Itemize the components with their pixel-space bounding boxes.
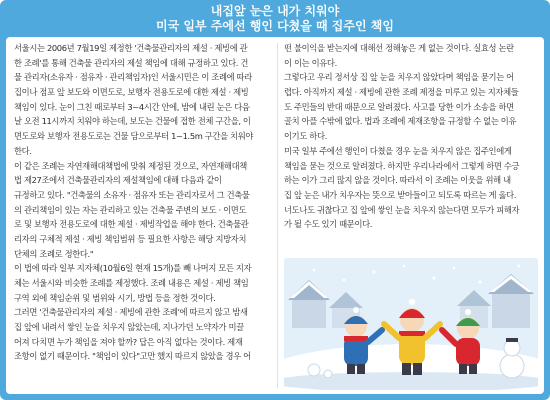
article-line: 이기도 하다. (284, 131, 327, 142)
article-line: 렵다. 아직까지 제설 · 제빙에 관한 조례 제정을 미루고 있는 지자체들 (284, 87, 519, 98)
article-line: 책임을 묻는 것으로 알려졌다. 하지만 우리나라에서 그렇게 하면 수긍 (284, 160, 520, 171)
article-line: 법 제27조에서 건축물관리자의 제설책임에 대해 다음과 같이 (14, 175, 222, 186)
title-line-1: 내집앞 눈은 내가 치워야 (210, 4, 340, 18)
article-line: 한다. (14, 145, 32, 156)
article-line: 면도로와 보행자 전용도로는 건물 담으로부터 1~1.5m 구간을 치워야 (14, 131, 254, 142)
right-column (284, 41, 538, 232)
article-line: 로 및 보행자 전용도로에 대한 제설 · 제빙작업을 해야 한다. 건축물관 (14, 219, 249, 230)
article-line: 의 관리책임이 있는 자는 관리하고 있는 건축물 주변의 보도 · 이면도 (14, 204, 247, 215)
article-line: 그렇다고 우리 정서상 집 앞 눈을 치우지 않았다며 책임을 묻기는 어 (284, 72, 514, 83)
article-line: 어져 다치면 누가 책임을 져야 할까? 답은 아직 없다는 것이다. 제재 (14, 336, 243, 347)
article-line: 체는 서울시와 비슷한 조례를 제정했다. 조례 내용은 제설 · 제빙 책임 (14, 278, 249, 288)
column-divider (277, 43, 278, 388)
article-header (0, 0, 550, 36)
article-line: 집이나 점포 앞 보도와 이면도로, 보행자 전용도로에 대한 제설 · 제빙 (14, 87, 249, 98)
article-line: 단체의 조례로 정한다." (14, 248, 94, 259)
article-line: 리자의 구체적 제설 · 제빙 책임범위 등 필요한 사항은 해당 지방자치 (14, 233, 247, 244)
article-line: 너도나도 귀찮다고 집 앞에 쌓인 눈을 치우지 않는다면 모두가 피해자 (284, 204, 520, 215)
article-line: 떤 불이익을 받는지에 대해선 정해놓은 게 없는 것이다. 실효성 논란 (284, 43, 514, 53)
article-line: 골치 아플 수밖에 없다. 법과 조례에 제재조항을 규정할 수 없는 이유 (284, 116, 517, 127)
article-line: 가 될 수도 있기 때문이다. (284, 219, 373, 230)
article-line: 서울시는 2006년 7월19일 제정한 '건축물관리자의 제설 · 제빙에 관 (14, 43, 248, 53)
article-line: 집 앞에 내려서 쌓인 눈을 치우지 않았는데, 지나가던 노약자가 미끌 (14, 322, 244, 333)
article-line: 이 같은 조례는 자연재해대책법에 맞춰 제정된 것으로, 자연재해대책 (14, 160, 247, 171)
snowy-village-illustration (284, 258, 538, 390)
article-line: 물 관리자(소유자 · 점유자 · 관리책임자)인 서울시민은 이 조례에 따라 (14, 72, 252, 83)
article-line: 규정하고 있다. "건축물의 소유자 · 점유자 또는 관리자로서 그 건축물 (14, 189, 250, 200)
article-line: 하는 이가 그리 많지 않을 것이다. 따라서 이 조례는 이웃을 위해 내 (284, 175, 511, 186)
article-line: 조항이 없기 때문이다. "책임이 있다"고만 했지 따르지 않았을 경우 어 (14, 351, 251, 362)
title-line-2: 미국 일부 주에선 행인 다쳤을 때 집주인 책임 (156, 19, 394, 33)
article-line: 이 법에 따라 일부 지자체(10월6일 현재 15개)를 빼 나머지 모든 지자 (14, 263, 252, 274)
article-line: 미국 일부 주에선 행인이 다쳤을 경우 눈을 치우지 않은 집주인에게 (284, 145, 512, 156)
article-line: 이 이는 이유다. (284, 57, 337, 68)
article-line: 한 조례'를 통해 건축물 관리자의 제설 책임에 대해 규정하고 있다. 건 (14, 57, 249, 68)
article-line: 책임이 있다. 눈이 그친 때로부터 3~4시간 안에, 밤에 내린 눈은 다음 (14, 101, 250, 112)
article-line: 도 주민들의 반대 때문으로 알려졌다. 사고를 당한 이가 소송을 하면 (284, 101, 514, 112)
article-line: 날 오전 11시까지 치워야 하는데, 보도는 건물에 접한 전체 구간을, 이 (14, 116, 251, 127)
article-line: 구역 외에 책임순위 및 범위와 시기, 방법 등을 정한 것이다. (14, 292, 216, 303)
article-line: 집 앞 눈은 내가 치우자는 뜻으로 받아들이고 되도록 따르는 게 옳다. (284, 189, 517, 200)
article-body (6, 37, 544, 394)
article-line: 그러면 '건축물관리자의 제설 · 제빙에 관한 조례'에 따르지 않고 밤새 (14, 307, 248, 318)
illustration-svg (284, 258, 538, 390)
left-column (14, 41, 272, 364)
